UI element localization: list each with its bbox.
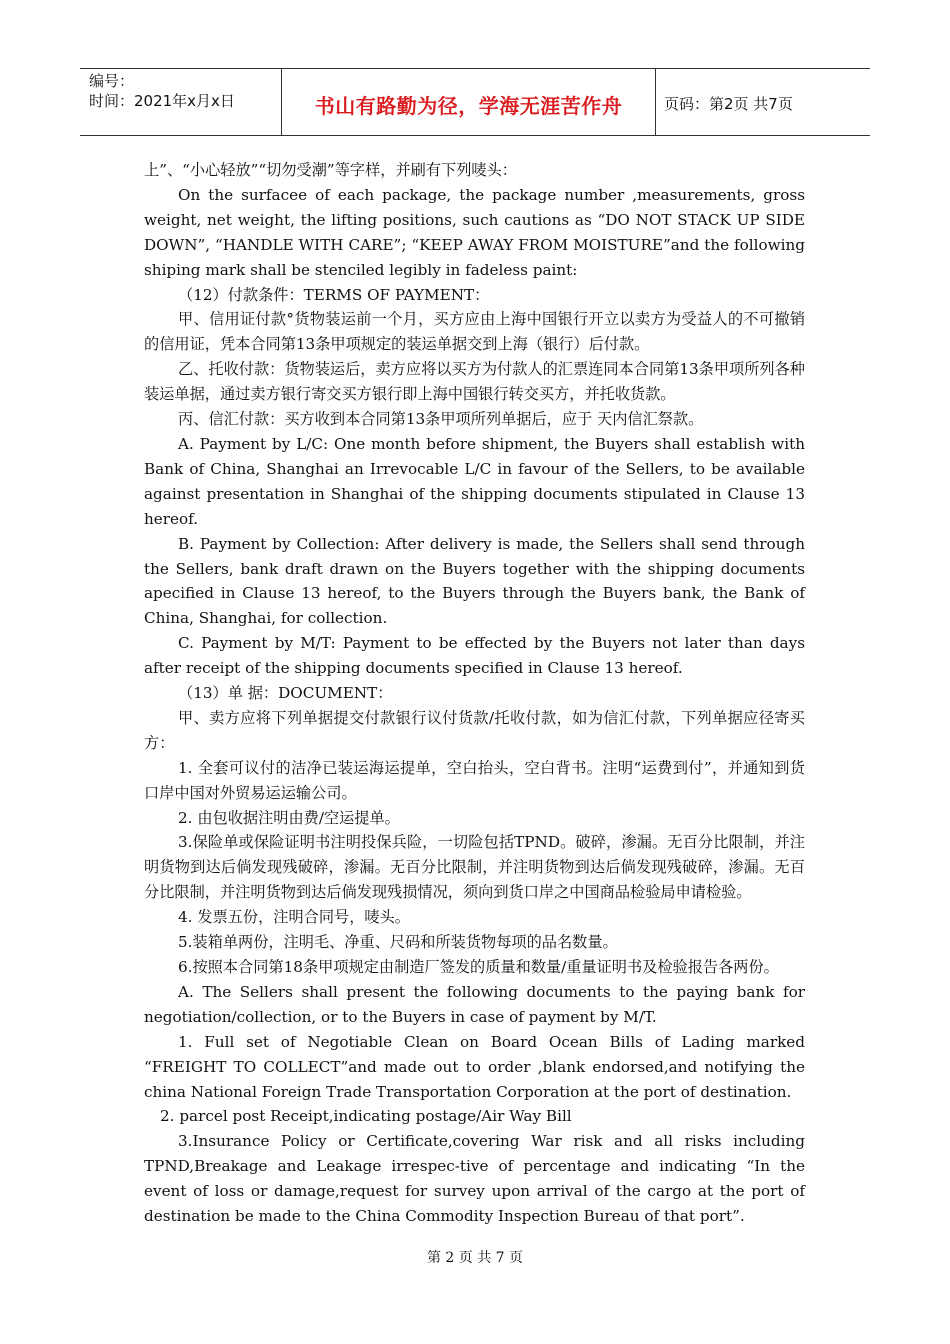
paragraph: 5.装箱单两份，注明毛、净重、尺码和所装货物每项的品名数量。 [178,933,618,952]
header-page-info: 页码：第2页 共7页 [664,94,793,113]
paragraph: 1. 全套可议付的洁净已装运海运提单，空白抬头，空白背书。注明“运费到付”，并通知到货口岸中国对外贸易运运输公司。 [144,758,805,802]
serial-number-label: 编号： [89,72,135,90]
paragraph: 1. Full set of Negotiable Clean on Board Ocean Bills of Lading marked “FREIGHT TO COLLECT”and made out to order ,blank endorsed,and notifying the china National Foreign Trade Transportation Corporation at the port of destination. [144,1032,805,1101]
paragraph: A. The Sellers shall present the following documents to the paying bank for negotiation/collection, or to the Buyers in case of payment by M/T. [144,982,805,1026]
paragraph: B. Payment by Collection: After delivery is made, the Sellers shall send through the Sellers, bank draft drawn on the Buyers together with the shipping documents apecified in Clause 13 hereof, to the Buyers through the Buyers bank, the Bank of China, Shanghai, for collection. [144,534,805,628]
paragraph: 甲、卖方应将下列单据提交付款银行议付货款/托收付款，如为信汇付款，下列单据应径寄买方： [144,708,805,752]
paragraph: 6.按照本合同第18条甲项规定由制造厂签发的质量和数量/重量证明书及检验报告各两份。 [178,958,779,976]
page-header [80,68,870,136]
paragraph: C. Payment by M/T: Payment to be effected by the Buyers not later than days after receipt of the shipping documents specified in Clause 13 hereof. [144,634,805,678]
paragraph: 甲、信用证付款°货物装运前一个月，买方应由上海中国银行开立以卖方为受益人的不可撤销的信用证，凭本合同第13条甲项规定的装运单据交到上海（银行）后付款。 [144,310,805,354]
header-meta [80,69,282,135]
paragraph: 2. parcel post Receipt,indicating postage/Air Way Bill [160,1107,572,1126]
paragraph: 3.Insurance Policy or Certificate,covering War risk and all risks including TPND,Breakage and Leakage irrespec-tive of percentage and indicating “In the event of loss or damage,request for survey upon arrival of the cargo at the port of destination be made to the China Commodity Inspection Bureau of that port”. [144,1132,805,1226]
header-page-cell [656,69,870,135]
date-label: 时间：2021年x月x日 [89,92,235,110]
document-body [144,158,805,1229]
paragraph: 上”、“小心轻放”“切勿受潮”等字样，并刷有下列唛头： [144,161,517,179]
paragraph: 4. 发票五份，注明合同号，唛头。 [178,908,410,927]
page-footer: 第 2 页 共 7 页 [426,1250,524,1266]
paragraph: 乙、托收付款：货物装运后，卖方应将以买方为付款人的汇票连同本合同第13条甲项所列各种装运单据，通过卖方银行寄交买方银行即上海中国银行转交买方，并托收货款。 [144,360,805,404]
paragraph: 丙、信汇付款：买方收到本合同第13条甲项所列单据后，应于 天内信汇祭款。 [178,410,704,429]
paragraph: 3.保险单或保险证明书注明投保兵险，一切险包括TPND。破碎，渗漏。无百分比限制，并注明货物到达后倘发现残破碎，渗漏。无百分比限制，并注明货物到达后倘发现残破碎，渗漏。无百分比限制，并注明货物到达后倘发现残损情况，须向到货口岸之中国商品检验局申请检验。 [144,833,805,902]
paragraph: A. Payment by L/C: One month before shipment, the Buyers shall establish with Bank of China, Shanghai an Irrevocable L/C in favour of the Sellers, to be available against presentation in Shanghai of the shipping documents stipulated in Clause 13 hereof. [144,434,805,528]
paragraph: 2. 由包收据注明由费/空运提单。 [178,808,400,827]
header-motto-cell [282,69,656,135]
paragraph: （13）单 据：DOCUMENT： [178,684,393,703]
paragraph: On the surfacee of each package, the package number ,measurements, gross weight, net weight, the lifting positions, such cautions as “DO NOT STACK UP SIDE DOWN”, “HANDLE WITH CARE”; “KEEP AWAY FROM MOISTURE”and the following shiping mark shall be stenciled legibly in fadeless paint: [144,185,805,279]
paragraph: （12）付款条件：TERMS OF PAYMENT： [178,285,490,304]
header-motto: 书山有路勤为径，学海无涯苦作舟 [314,93,623,118]
